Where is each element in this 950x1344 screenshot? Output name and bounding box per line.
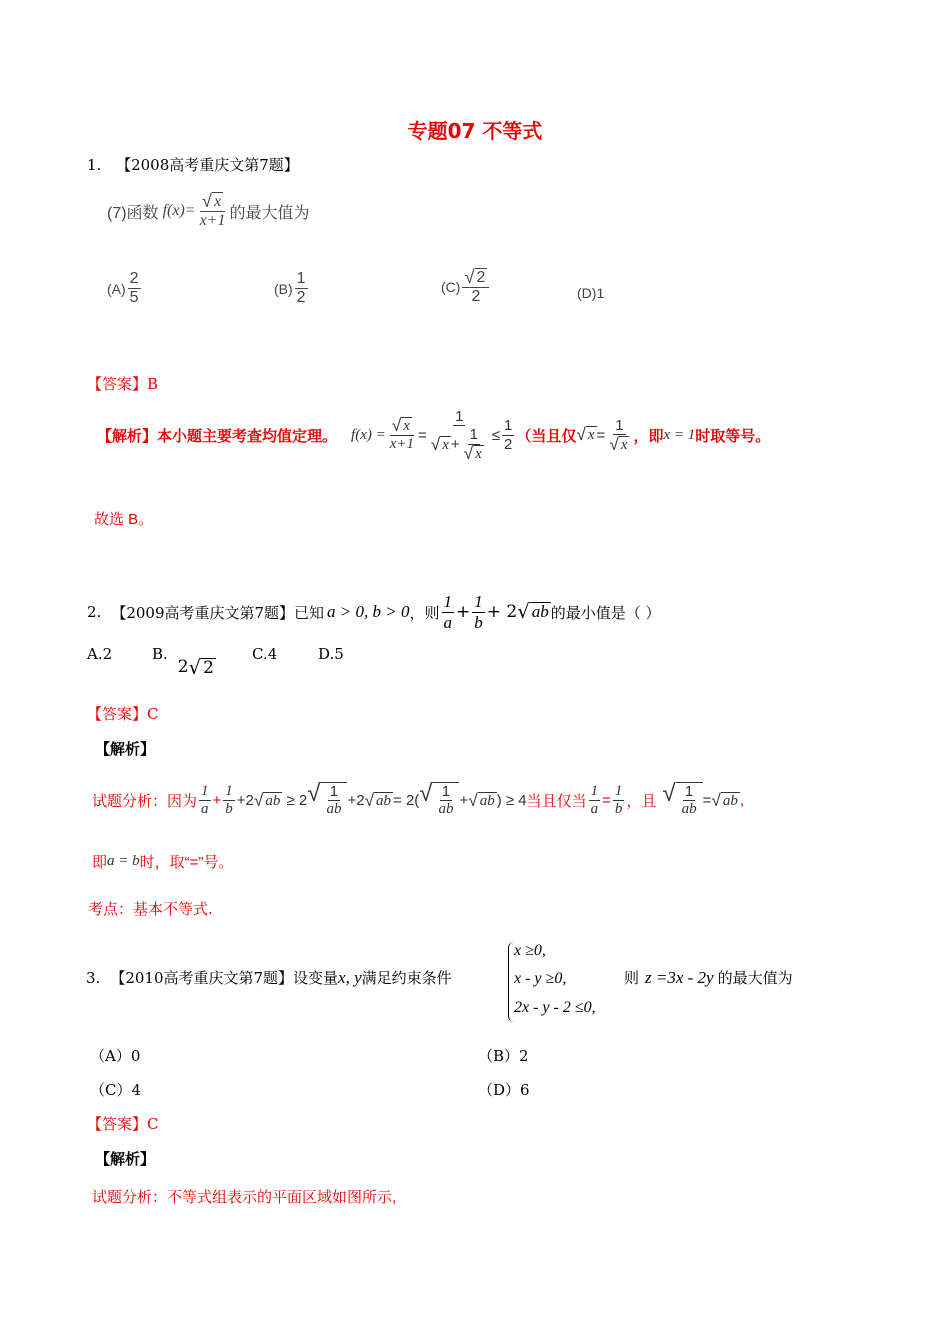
question-source: 【2010高考重庆文第7题】 [110,969,294,987]
question-3-objective: 则 z =3x - 2y 的最大值为 [624,967,793,987]
page-title: 专题07 不等式 [407,119,543,143]
option-a: A.2 [87,645,113,663]
option-b: (B) $\frac{1}{2}$ [274,270,306,307]
analysis-label: 【解析】 [95,1150,156,1168]
sqrt-symbol: √ x [201,190,222,211]
function-fraction [198,192,228,230]
option-a: (A) $\frac{2}{5}$ [107,270,139,307]
analysis-label: 【解析】 [95,740,156,758]
option-d: (D)1 [577,285,605,301]
constraint-2: x - y ≥0, [514,970,567,987]
fraction-denominator: x+1 [199,211,226,229]
option-d: （D）6 [478,1081,530,1099]
question-vars: x, y [338,967,362,987]
constraint-3: 2x - y - 2 ≤0, [514,999,596,1016]
option-a: （A）0 [90,1047,141,1065]
question-stem-known: 已知 [294,603,325,622]
kaodian: 考点：基本不等式. [88,900,213,918]
question-number: 1. [87,156,102,174]
question-stem-prefix: (7)函数 [107,204,159,222]
question-1-header [87,154,299,175]
answer-1: 【答案】B [87,375,159,393]
analysis-label: 【解析】 [97,427,158,445]
question-stem-suffix: 的最大值为 [229,204,310,222]
constraint-1: x ≥0, [514,942,546,959]
option-d: D.5 [318,645,344,663]
conclusion-1: 故选 B。 [94,511,154,528]
analysis-text: 试题分析：因为 [92,792,198,810]
objective-function: z =3x - 2y [645,967,714,987]
question-1-stem [107,192,309,230]
analysis-formula: f(x) = [351,426,386,443]
answer-2: 【答案】C [87,705,159,723]
analysis-3: 试题分析：不等式组表示的平面区域如图所示, [92,1189,397,1206]
question-2-header: 2. 【2009高考重庆文第7题】 已知 a > 0, b > 0 ，则 $\frac{1}{a}$ + $\frac{1}{b}$ + 2 √ ab 的最小值是（ ） [87,592,661,632]
option-c: (C) √ 2 2 [441,268,491,306]
analysis-2: 试题分析：因为 $\frac{1}{a}$ + $\frac{1}{b}$ +2 √ ab ≥ 2 √ $\frac{1}{ab}$ +2 √ ab = 2( √ $\frac{1}{ab}$ + √ ab ) ≥ 4 当且仅当 $\frac{1}{a}$ = $\frac{1}{b}$ ，且 √ $\frac{1}{ab}$ = √ ab , [92,780,744,818]
analysis-1: 【解析】 本小题主要考查均值定理。 f(x) = √ x x+1 = 1 √ x + 1 √ x ≤ $\frac{1}{2}$ （当且仅 √ x = 1 √ x ，即 x = 1 时取等号。 [97,408,771,463]
question-stem-suffix: 的最小值是（ ） [550,603,661,622]
question-source: 【2008高考重庆文第7题】 [116,156,299,174]
analysis-text: 本小题主要考查均值定理。 [157,427,338,445]
answer-3: 【答案】C [87,1115,159,1133]
option-b: （B）2 [478,1047,529,1065]
question-number: 3. [86,968,101,987]
function-name: f(x)= [162,202,196,220]
analysis-2-line2: 即 a = b 时，取“=”号。 [92,853,234,871]
option-c: （C）4 [90,1081,142,1099]
analysis-condition: （当且仅 [516,427,577,445]
analysis-equality: x = 1 [663,426,696,443]
question-source: 【2009高考重庆文第7题】 [111,603,295,622]
question-number: 2. [87,603,102,622]
option-b: B. 2 √ 2 [152,645,214,679]
question-condition: a > 0, b > 0 [327,602,410,622]
option-c: C.4 [252,645,278,663]
question-3-header: 3. 【2010高考重庆文第7题】 设变量 x, y 满足约束条件 [86,967,452,987]
